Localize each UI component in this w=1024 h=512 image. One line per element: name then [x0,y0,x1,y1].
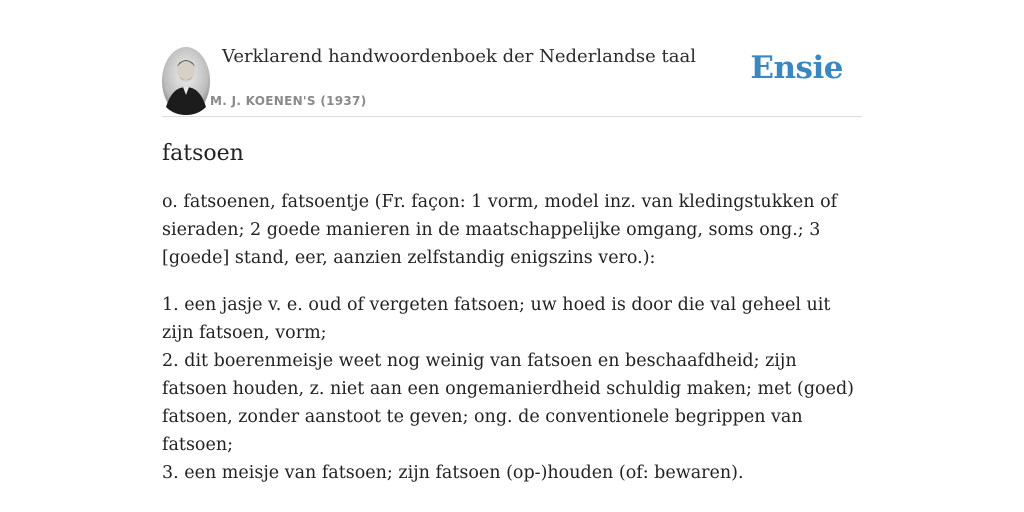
entry-examples [162,291,862,487]
example-line-2: 2. dit boerenmeisje weet nog weinig van fatsoen en beschaafdheid; zijn fatsoen houden, z. niet aan een ongemanierdheid schuldig maken; met (goed) fatsoen, zonder aanstoot te geven; ong. de conventionele begrippen van fatsoen; [162,351,854,455]
author-portrait-image [162,47,210,115]
entry-headword: fatsoen [162,141,244,166]
entry-definition: o. fatsoenen, fatsoentje (Fr. façon: 1 vorm, model inz. van kledingstukken of sieraden; 2 goede manieren in de maatschappelijke omgang, soms ong.; 3 [goede] stand, eer, aanzien zelfstandig enigszins vero.): [162,192,838,268]
ensie-logo-link[interactable]: Ensie [750,50,843,86]
example-line-3: 3. een meisje van fatsoen; zijn fatsoen (op-)houden (of: bewaren). [162,463,744,483]
dictionary-header [162,40,862,117]
dictionary-entry [162,138,862,487]
book-author: M. J. KOENEN'S (1937) [210,94,367,108]
example-line-1: 1. een jasje v. e. oud of vergeten fatsoen; uw hoed is door die val geheel uit zijn fatsoen, vorm; [162,295,831,343]
book-title: Verklarend handwoordenboek der Nederlandse taal [222,46,696,67]
